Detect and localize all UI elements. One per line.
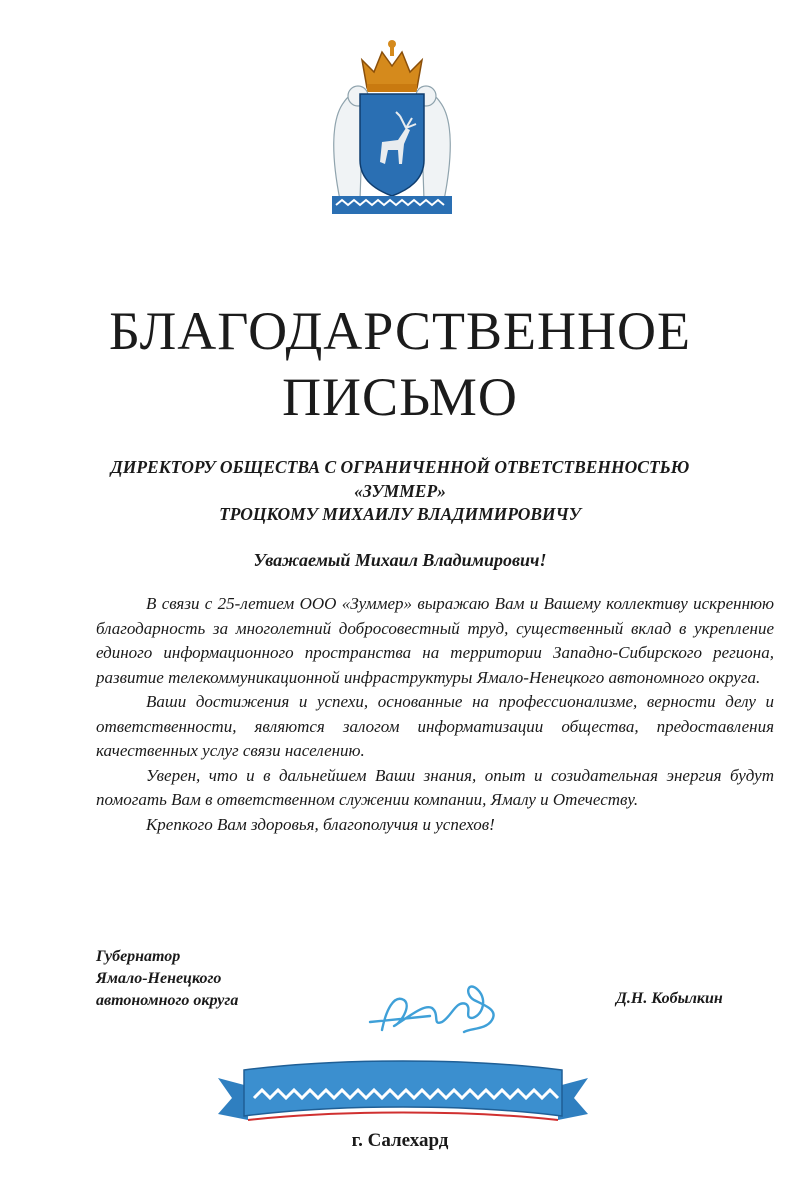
signatory-title-line1: Губернатор [96,948,181,965]
addressee-line3: ТРОЦКОМУ МИХАИЛУ ВЛАДИМИРОВИЧУ [219,504,581,524]
greeting: Уважаемый Михаил Владимирович! [253,550,547,570]
coat-of-arms-emblem [322,30,462,220]
shield-icon [360,94,424,196]
signatory-title-line2: Ямало-Ненецкого [96,970,222,987]
letter-body [96,592,774,837]
addressee-line2: «ЗУММЕР» [354,481,446,501]
handwritten-signature [360,960,520,1040]
body-paragraph-1: В связи с 25-летием ООО «Зуммер» выражаю Вам и Вашему коллективу искреннюю благодарность за многолетний добросовестный труд, существенный вклад в укрепление единого информационного пространства на территории Западно-Сибирского региона, развитие телекоммуникационной инфраструктуры Ямало-Ненецкого автономного округа. [96,594,774,687]
signatory-title [96,946,336,1012]
city-label: г. Салехард [351,1130,449,1151]
body-paragraph-2: Ваши достижения и успехи, основанные на профессионализме, верности делу и ответственности, являются залогом информатизации общества, предоставления качественных услуг связи населению. [96,692,774,760]
ornamental-ribbon [218,1060,588,1140]
ornament-base-icon [332,196,452,214]
addressee-line1: ДИРЕКТОРУ ОБЩЕСТВА С ОГРАНИЧЕННОЙ ОТВЕТСТВЕННОСТЬЮ [110,457,690,477]
document-title-line2: ПИСЬМО [282,367,518,427]
signatory-title-line3: автономного округа [96,992,239,1009]
body-paragraph-3: Уверен, что и в дальнейшем Ваши знания, опыт и созидательная энергия будут помогать Вам в ответственном служении компании, Ямалу и Отечеству. [96,765,774,809]
signatory-name: Д.Н. Кобылкин [616,990,723,1007]
body-paragraph-4: Крепкого Вам здоровья, благополучия и успехов! [146,814,495,834]
crown-icon [362,40,422,92]
document-title-line1: БЛАГОДАРСТВЕННОЕ [109,301,691,361]
